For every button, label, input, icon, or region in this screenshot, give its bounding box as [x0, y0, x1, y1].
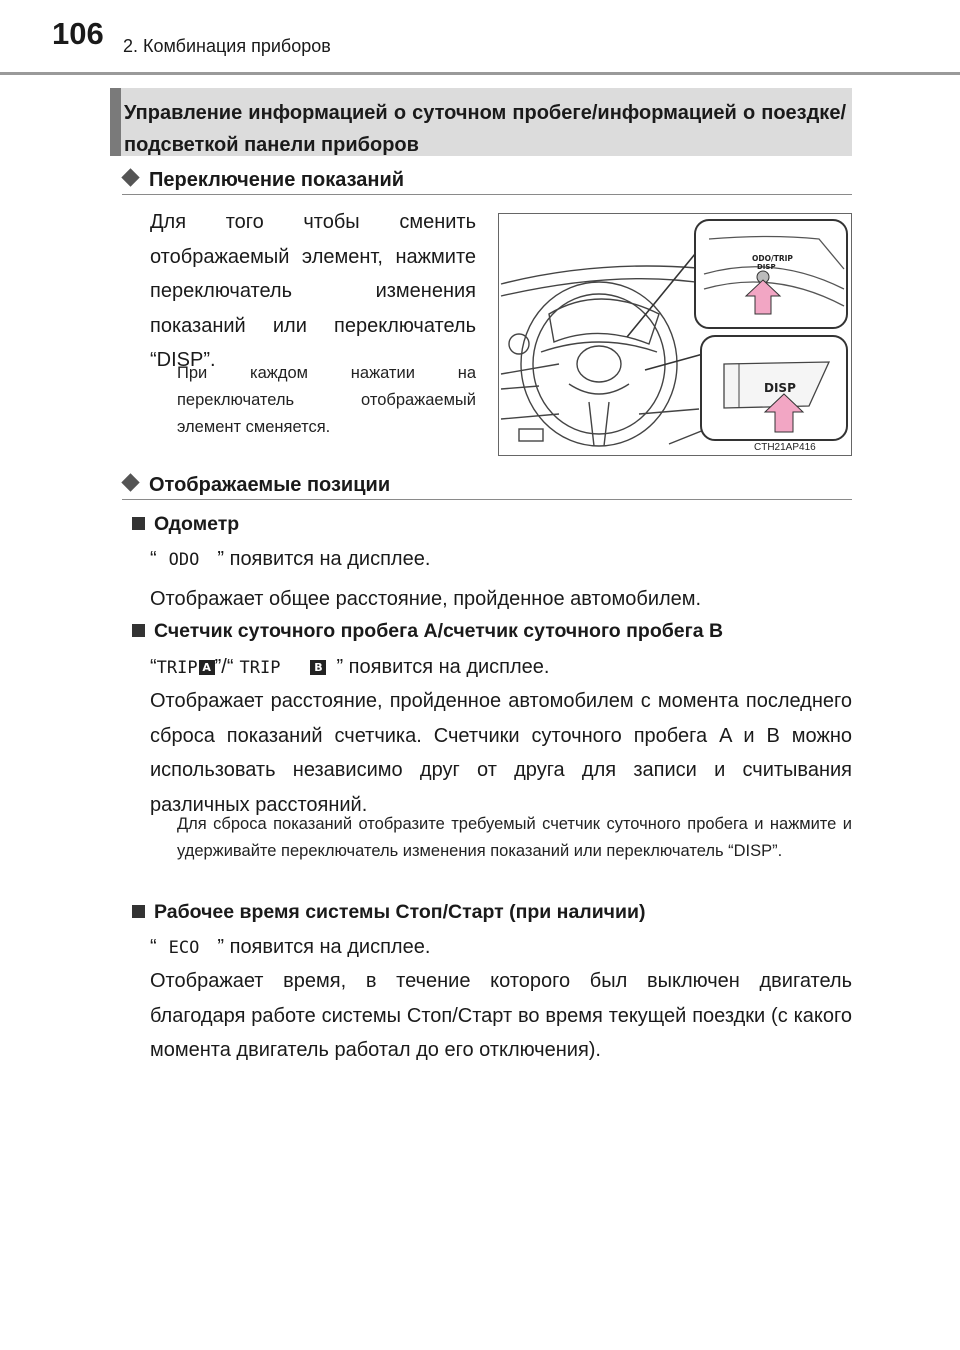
diamond-icon	[121, 473, 139, 491]
square-bullet-icon	[132, 624, 145, 637]
chapter-title: 2. Комбинация приборов	[123, 36, 331, 56]
odometer-heading: Одометр	[132, 515, 239, 535]
trip-meter-heading: Счетчик суточного пробега A/счетчик суточного пробега B	[132, 622, 723, 642]
section-title: Управление информацией о суточном пробеге/информацией о поездке/подсветкой панели приборов	[124, 102, 846, 156]
trip-reset-note: Для сброса показаний отобразите требуемый счетчик суточного пробега и нажмите и удерживайте переключатель изменения показаний или переключатель “DISP”.	[177, 815, 852, 860]
subheading-rule	[122, 499, 852, 500]
eco-heading: Рабочее время системы Стоп/Старт (при наличии)	[132, 903, 645, 923]
illustration-code: CTH21AP416	[754, 442, 816, 453]
trip-b-display-code: TRIP	[239, 658, 281, 678]
diamond-icon	[121, 168, 139, 186]
odometer-description: Отображает общее расстояние, пройденное автомобилем.	[150, 588, 702, 610]
eco-display-code: ECO	[168, 938, 200, 958]
header-rule	[0, 72, 960, 75]
subheading-switch-display: Переключение показаний	[122, 170, 404, 190]
section-accent	[110, 88, 121, 156]
trip-b-badge: B	[310, 660, 326, 675]
subheading-displayed-items: Отображаемые позиции	[122, 475, 390, 495]
trip-a-display-code: TRIP	[156, 658, 198, 678]
odo-trip-label: ODO/TRIP	[752, 254, 793, 263]
odometer-display-line: “ ODO ” появится на дисплее.	[150, 548, 431, 570]
eco-description: Отображает время, в течение которого был выключен двигатель благодаря работе системы Стоп/Старт во время текущей поездки (с какого момента двигатель работал до его отключения).	[150, 970, 852, 1061]
trip-a-badge: A	[199, 660, 215, 675]
switch-display-note: При каждом нажатии на переключатель отображаемый элемент сменяется.	[177, 364, 476, 436]
square-bullet-icon	[132, 905, 145, 918]
disp-switch-label: DISP	[764, 381, 796, 395]
dashboard-illustration	[498, 213, 852, 456]
page-header	[0, 0, 960, 75]
section-title-bar	[110, 88, 852, 156]
page-number: 106	[52, 16, 104, 51]
switch-display-paragraph: Для того чтобы сменить отображаемый элемент, нажмите переключатель изменения показаний или переключатель “DISP”.	[150, 211, 476, 371]
odo-display-code: ODO	[168, 550, 200, 570]
steering-wheel-drawing	[499, 214, 851, 455]
subheading-rule	[122, 194, 852, 195]
trip-display-line: “TRIP A ”/“ TRIP B ” появится на дисплее.	[150, 656, 550, 678]
trip-description: Отображает расстояние, пройденное автомобилем с момента последнего сброса показаний счетчика. Счетчики суточного пробега A и B можно использовать независимо друг от друга для записи и считывания различных расстояний.	[150, 690, 852, 816]
eco-display-line: “ ECO ” появится на дисплее.	[150, 936, 431, 958]
disp-small-label: DISP	[757, 263, 776, 271]
square-bullet-icon	[132, 517, 145, 530]
